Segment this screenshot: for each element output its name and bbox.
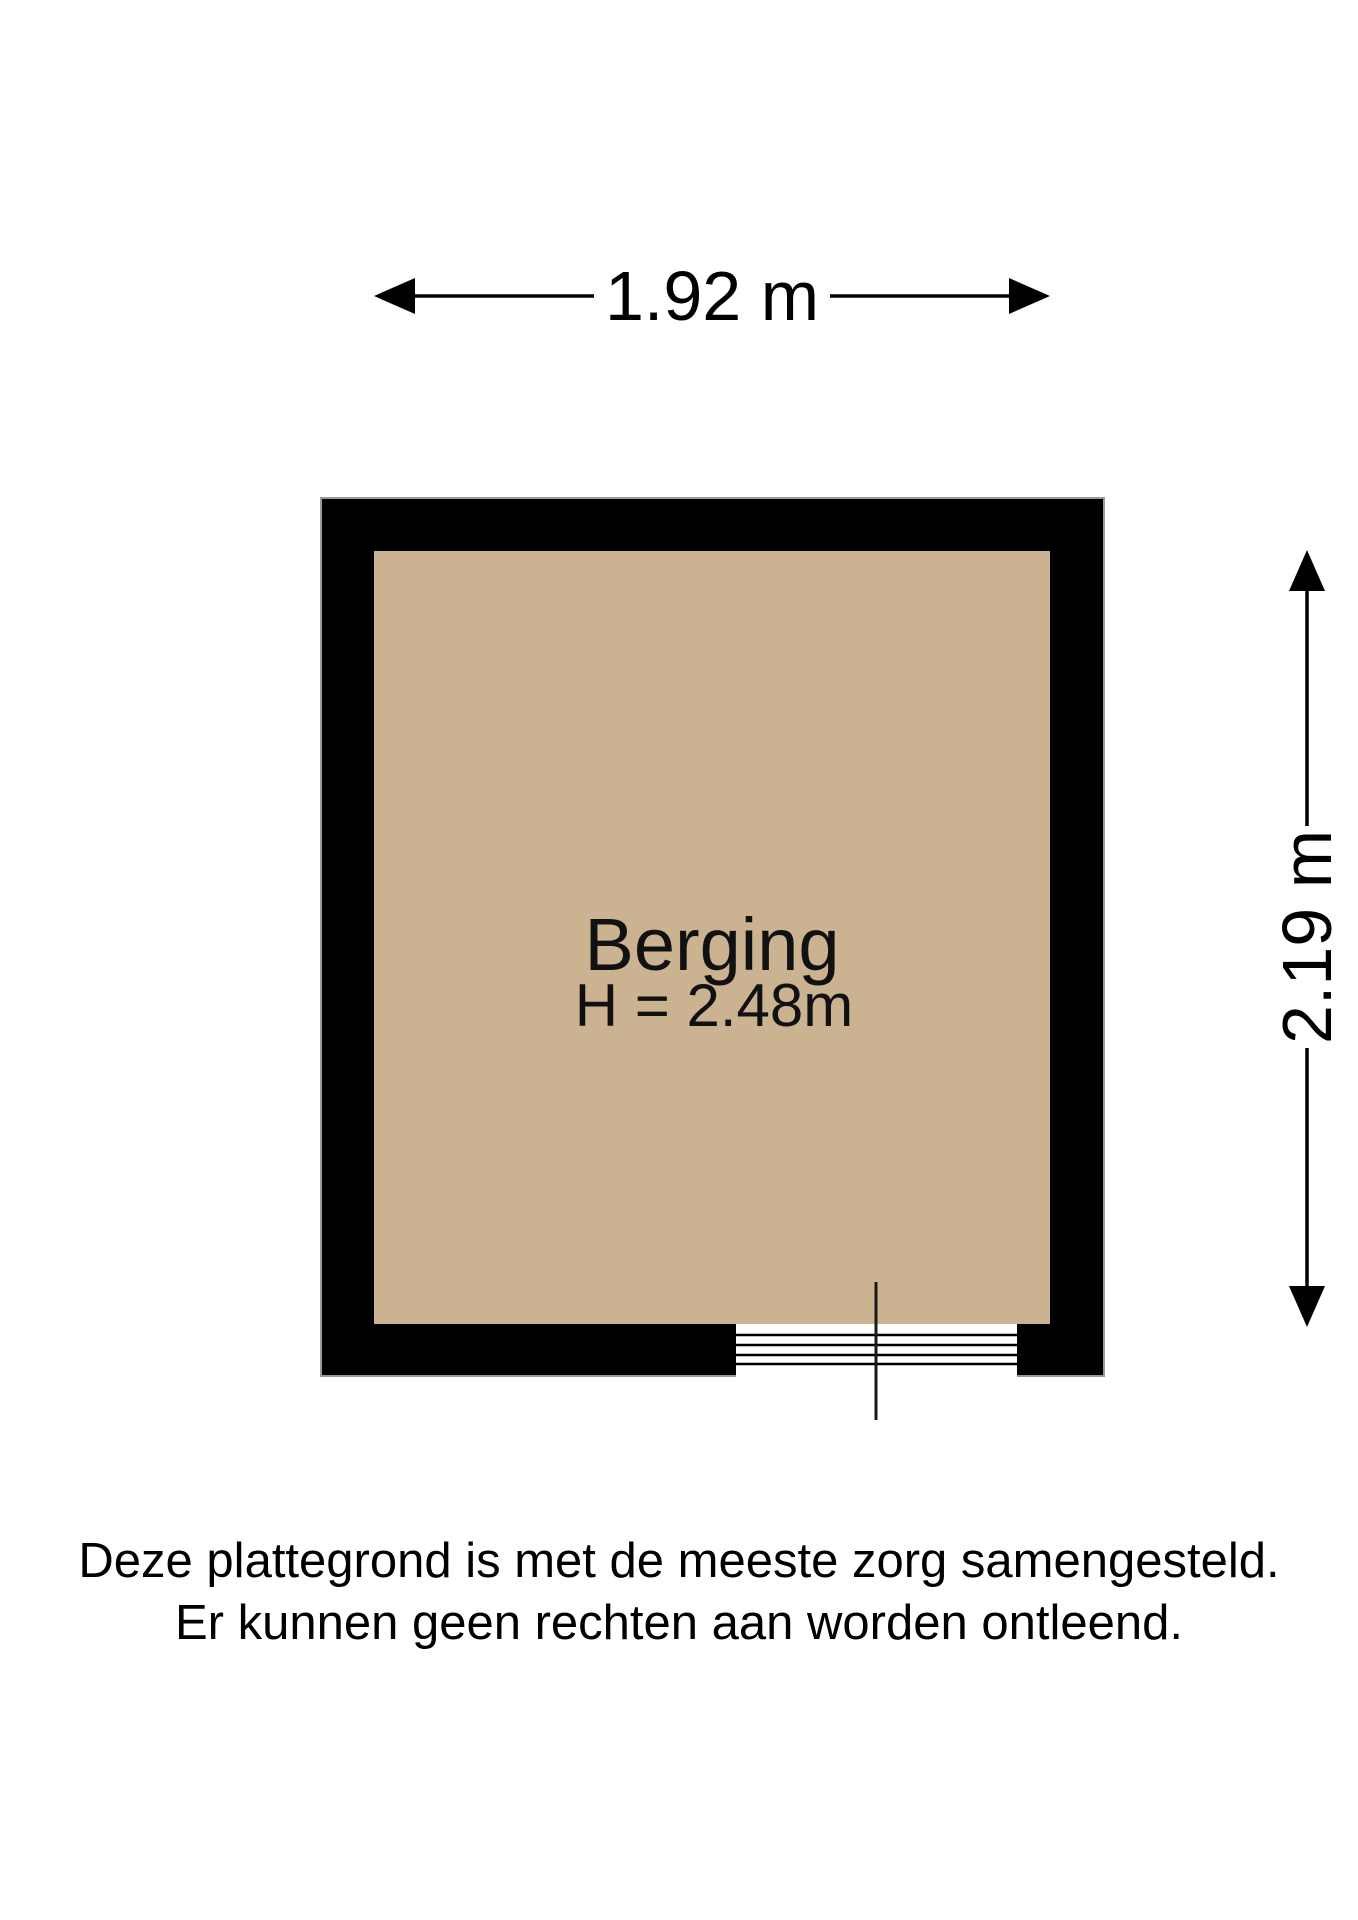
width-dimension-label: 1.92 m (605, 257, 819, 335)
dimension-arrowhead-right-icon (1009, 278, 1050, 314)
dimension-arrowhead-down-icon (1289, 1286, 1325, 1327)
disclaimer-line-2: Er kunnen geen rechten aan worden ontleend. (175, 1596, 1183, 1650)
room-berging (321, 498, 1104, 1420)
width-dimension (374, 257, 1050, 335)
depth-dimension-label: 2.19 m (1268, 830, 1346, 1044)
disclaimer-line-1: Deze plattegrond is met de meeste zorg samengesteld. (78, 1534, 1280, 1588)
disclaimer (78, 1534, 1279, 1650)
depth-dimension (1268, 550, 1346, 1327)
room-name-label: Berging (584, 903, 840, 986)
dimension-arrowhead-left-icon (374, 278, 415, 314)
dimension-arrowhead-up-icon (1289, 550, 1325, 591)
room-ceiling-height-label: H = 2.48m (574, 972, 854, 1039)
